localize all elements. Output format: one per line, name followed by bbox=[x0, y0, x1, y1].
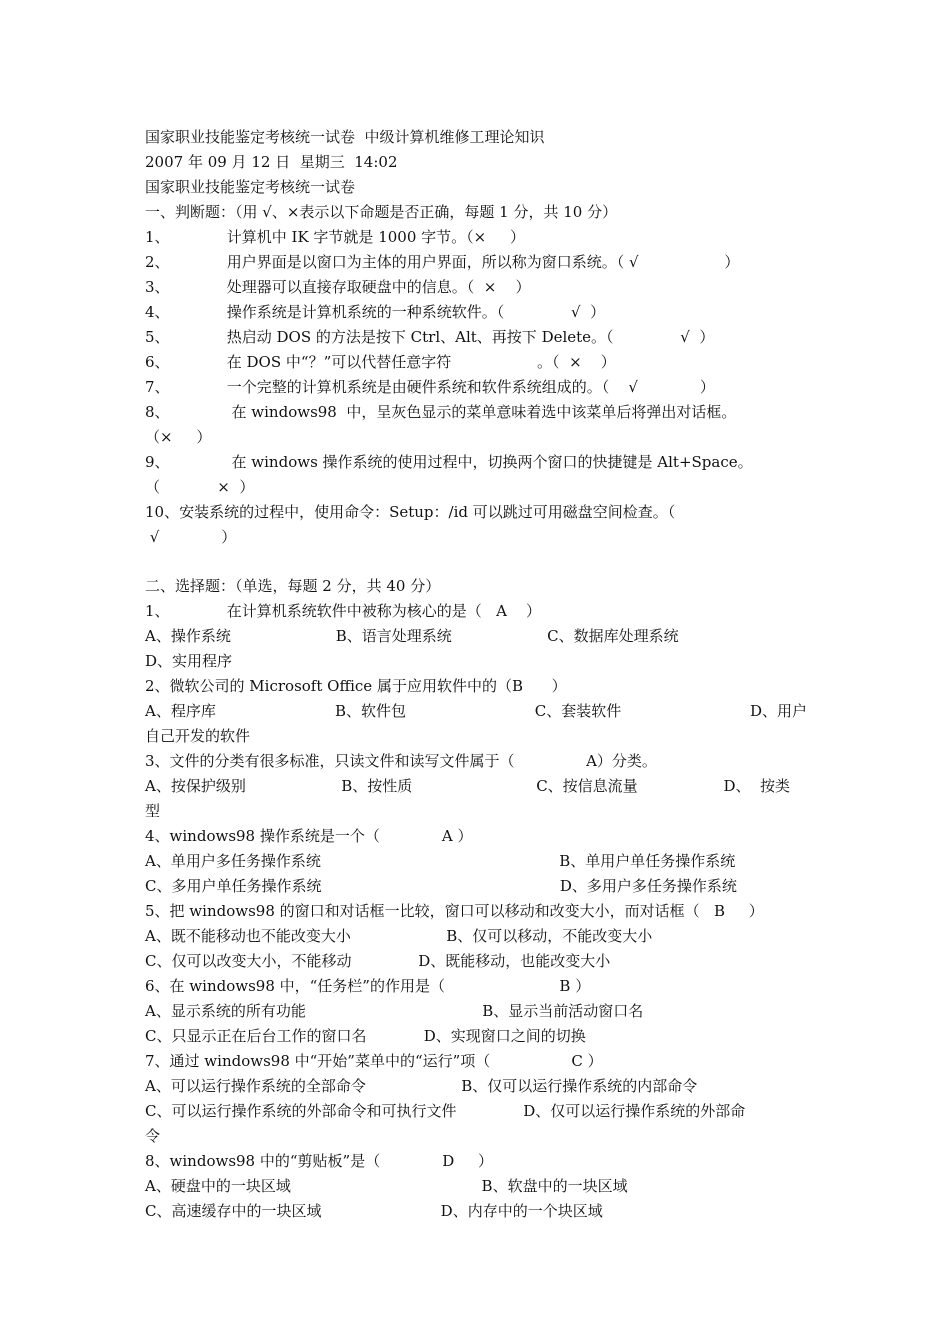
mc-question-3-options-cont: 型 bbox=[145, 802, 161, 820]
document-title: 国家职业技能鉴定考核统一试卷 中级计算机维修工理论知识 bbox=[145, 128, 545, 146]
tf-question-8-answer: （× ） bbox=[145, 428, 212, 446]
tf-question-1: 1、 计算机中 IK 字节就是 1000 字节。（× ） bbox=[145, 228, 526, 246]
mc-question-8: 8、windows98 中的“剪贴板”是（ D ） bbox=[145, 1152, 494, 1170]
mc-question-6-options-ab: A、显示系统的所有功能 B、显示当前活动窗口名 bbox=[145, 1002, 644, 1020]
document-subtitle: 国家职业技能鉴定考核统一试卷 bbox=[145, 178, 356, 196]
tf-question-2: 2、 用户界面是以窗口为主体的用户界面，所以称为窗口系统。（ √ ） bbox=[145, 253, 740, 271]
mc-question-1: 1、 在计算机系统软件中被称为核心的是（ A ） bbox=[145, 602, 541, 620]
mc-question-2-options: A、程序库 B、软件包 C、套装软件 D、用户 bbox=[145, 702, 808, 720]
mc-question-8-options-cd: C、高速缓存中的一块区域 D、内存中的一个块区域 bbox=[145, 1202, 603, 1220]
section1-heading: 一、判断题：（用 √、×表示以下命题是否正确，每题 1 分，共 10 分） bbox=[145, 203, 618, 221]
mc-question-5-options-cd: C、仅可以改变大小，不能移动 D、既能移动，也能改变大小 bbox=[145, 952, 611, 970]
tf-question-9: 9、 在 windows 操作系统的使用过程中，切换两个窗口的快捷键是 Alt+Space。 bbox=[145, 453, 753, 471]
section2-heading: 二、选择题：（单选，每题 2 分，共 40 分） bbox=[145, 577, 441, 595]
tf-question-5: 5、 热启动 DOS 的方法是按下 Ctrl、Alt、再按下 Delete。（ √ ） bbox=[145, 328, 715, 346]
mc-question-4: 4、windows98 操作系统是一个（ A ） bbox=[145, 827, 473, 845]
mc-question-5-options-ab: A、既不能移动也不能改变大小 B、仅可以移动，不能改变大小 bbox=[145, 927, 653, 945]
tf-question-10: 10、安装系统的过程中，使用命令：Setup：/id 可以跳过可用磁盘空间检查。（ bbox=[145, 503, 676, 521]
mc-question-2: 2、微软公司的 Microsoft Office 属于应用软件中的（B ） bbox=[145, 677, 567, 695]
tf-question-7: 7、 一个完整的计算机系统是由硬件系统和软件系统组成的。（ √ ） bbox=[145, 378, 715, 396]
mc-question-7: 7、通过 windows98 中“开始”菜单中的“运行”项（ C ） bbox=[145, 1052, 603, 1070]
mc-question-5: 5、把 windows98 的窗口和对话框一比较，窗口可以移动和改变大小，而对话框（ B ） bbox=[145, 902, 764, 920]
mc-question-4-options-cd: C、多用户单任务操作系统 D、多用户多任务操作系统 bbox=[145, 877, 737, 895]
mc-question-7-options-ab: A、可以运行操作系统的全部命令 B、仅可以运行操作系统的内部命令 bbox=[145, 1077, 698, 1095]
tf-question-9-answer: （ × ） bbox=[145, 478, 255, 496]
document-datetime: 2007 年 09 月 12 日 星期三 14:02 bbox=[145, 153, 398, 171]
mc-question-7-options-cont: 令 bbox=[145, 1127, 161, 1145]
tf-question-10-answer: √ ） bbox=[145, 528, 237, 546]
mc-question-7-options-cd: C、可以运行操作系统的外部命令和可执行文件 D、仅可以运行操作系统的外部命 bbox=[145, 1102, 746, 1120]
tf-question-4: 4、 操作系统是计算机系统的一种系统软件。（ √ ） bbox=[145, 303, 606, 321]
mc-question-1-options: A、操作系统 B、语言处理系统 C、数据库处理系统 bbox=[145, 627, 679, 645]
tf-question-3: 3、 处理器可以直接存取硬盘中的信息。（ × ） bbox=[145, 278, 531, 296]
tf-question-8: 8、 在 windows98 中，呈灰色显示的菜单意味着选中该菜单后将弹出对话框。 bbox=[145, 403, 737, 421]
mc-question-3: 3、文件的分类有很多标准，只读文件和读写文件属于（ A）分类。 bbox=[145, 752, 657, 770]
mc-question-6: 6、在 windows98 中，“任务栏”的作用是（ B ） bbox=[145, 977, 591, 995]
mc-question-8-options-ab: A、硬盘中的一块区域 B、软盘中的一块区域 bbox=[145, 1177, 628, 1195]
tf-question-6: 6、 在 DOS 中“？”可以代替任意字符 。（ × ） bbox=[145, 353, 616, 371]
mc-question-2-options-cont: 自己开发的软件 bbox=[145, 727, 251, 745]
mc-question-4-options-ab: A、单用户多任务操作系统 B、单用户单任务操作系统 bbox=[145, 852, 736, 870]
mc-question-1-options-cont: D、实用程序 bbox=[145, 652, 233, 670]
mc-question-3-options: A、按保护级别 B、按性质 C、按信息流量 D、 按类 bbox=[145, 777, 791, 795]
mc-question-6-options-cd: C、只显示正在后台工作的窗口名 D、实现窗口之间的切换 bbox=[145, 1027, 586, 1045]
